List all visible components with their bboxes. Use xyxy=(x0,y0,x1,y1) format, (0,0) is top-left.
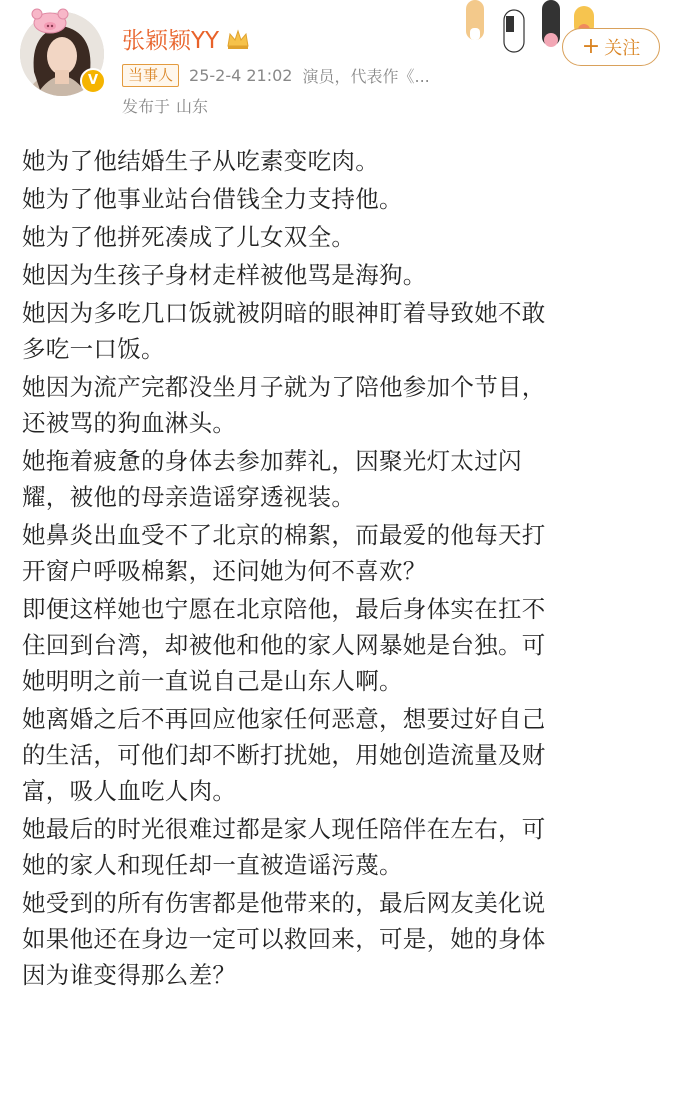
post-text-line: 她拖着疲惫的身体去参加葬礼，因聚光灯太过闪 xyxy=(22,447,522,475)
post-paragraph xyxy=(22,298,662,364)
post-text-line: 她为了他结婚生子从吃素变吃肉。 xyxy=(22,147,379,175)
post-text-line: 她因为多吃几口饭就被阴暗的眼神盯着导致她不敢 xyxy=(22,299,546,327)
timestamp: 25-2-4 21:02 xyxy=(189,66,293,85)
location-row xyxy=(122,94,208,117)
post-paragraph xyxy=(22,184,662,214)
post-text-line: 她最后的时光很难过都是家人现任陪伴在左右，可 xyxy=(22,815,546,843)
post-paragraph xyxy=(22,520,662,586)
post-text-line: 她为了他拼死凑成了儿女双全。 xyxy=(22,223,356,251)
post-paragraph xyxy=(22,446,662,512)
post-paragraph xyxy=(22,222,662,252)
post-body xyxy=(22,146,662,998)
post-text-line: 她的家人和现任却一直被造谣污蔑。 xyxy=(22,851,403,879)
pig-badge-icon xyxy=(26,8,74,34)
post-text-line: 的生活，可他们却不断打扰她，用她创造流量及财 xyxy=(22,741,546,769)
post-text-line: 富，吸人血吃人肉。 xyxy=(22,777,237,805)
avatar[interactable] xyxy=(20,12,104,96)
post-text-line: 她明明之前一直说自己是山东人啊。 xyxy=(22,667,403,695)
follow-button[interactable] xyxy=(562,28,660,66)
crown-icon xyxy=(225,28,251,50)
post-text-line: 还被骂的狗血淋头。 xyxy=(22,409,237,437)
post-text-line: 开窗户呼吸棉絮，还问她为何不喜欢？ xyxy=(22,557,427,585)
post-paragraph xyxy=(22,146,662,176)
username[interactable]: 张颖颖YY xyxy=(122,28,220,54)
post-text-line: 耀，被他的母亲造谣穿透视装。 xyxy=(22,483,356,511)
user-description: 演员，代表作《... xyxy=(302,67,430,86)
verified-badge-icon: V xyxy=(80,68,106,94)
post-text-line: 如果他还在身边一定可以救回来，可是，她的身体 xyxy=(22,925,546,953)
post-text-line: 她为了他事业站台借钱全力支持他。 xyxy=(22,185,403,213)
post-header xyxy=(0,0,682,130)
location: 山东 xyxy=(176,97,209,116)
plus-icon: + xyxy=(581,34,601,59)
post-text-line: 她鼻炎出血受不了北京的棉絮，而最爱的他每天打 xyxy=(22,521,546,549)
post-paragraph xyxy=(22,260,662,290)
post-paragraph xyxy=(22,704,662,806)
post-paragraph xyxy=(22,372,662,438)
post-text-line: 她因为流产完都没坐月子就为了陪他参加个节目， xyxy=(22,373,546,401)
post-text-line: 即便这样她也宁愿在北京陪他，最后身体实在扛不 xyxy=(22,595,546,623)
role-tag: 当事人 xyxy=(122,64,179,87)
post-text-line: 她离婚之后不再回应他家任何恶意，想要过好自己 xyxy=(22,705,546,733)
post-paragraph xyxy=(22,888,662,990)
post-text-line: 因为谁变得那么差？ xyxy=(22,961,237,989)
post-meta xyxy=(122,64,430,87)
post-text-line: 多吃一口饭。 xyxy=(22,335,165,363)
post-paragraph xyxy=(22,814,662,880)
username-row xyxy=(122,22,251,55)
post-text-line: 她受到的所有伤害都是他带来的，最后网友美化说 xyxy=(22,889,546,917)
post-text-line: 住回到台湾，却被他和他的家人网暴她是台独。可 xyxy=(22,631,546,659)
location-prefix: 发布于 xyxy=(122,97,171,116)
post-text-line: 她因为生孩子身材走样被他骂是海狗。 xyxy=(22,261,427,289)
follow-label: 关注 xyxy=(604,38,641,59)
post-paragraph xyxy=(22,594,662,696)
